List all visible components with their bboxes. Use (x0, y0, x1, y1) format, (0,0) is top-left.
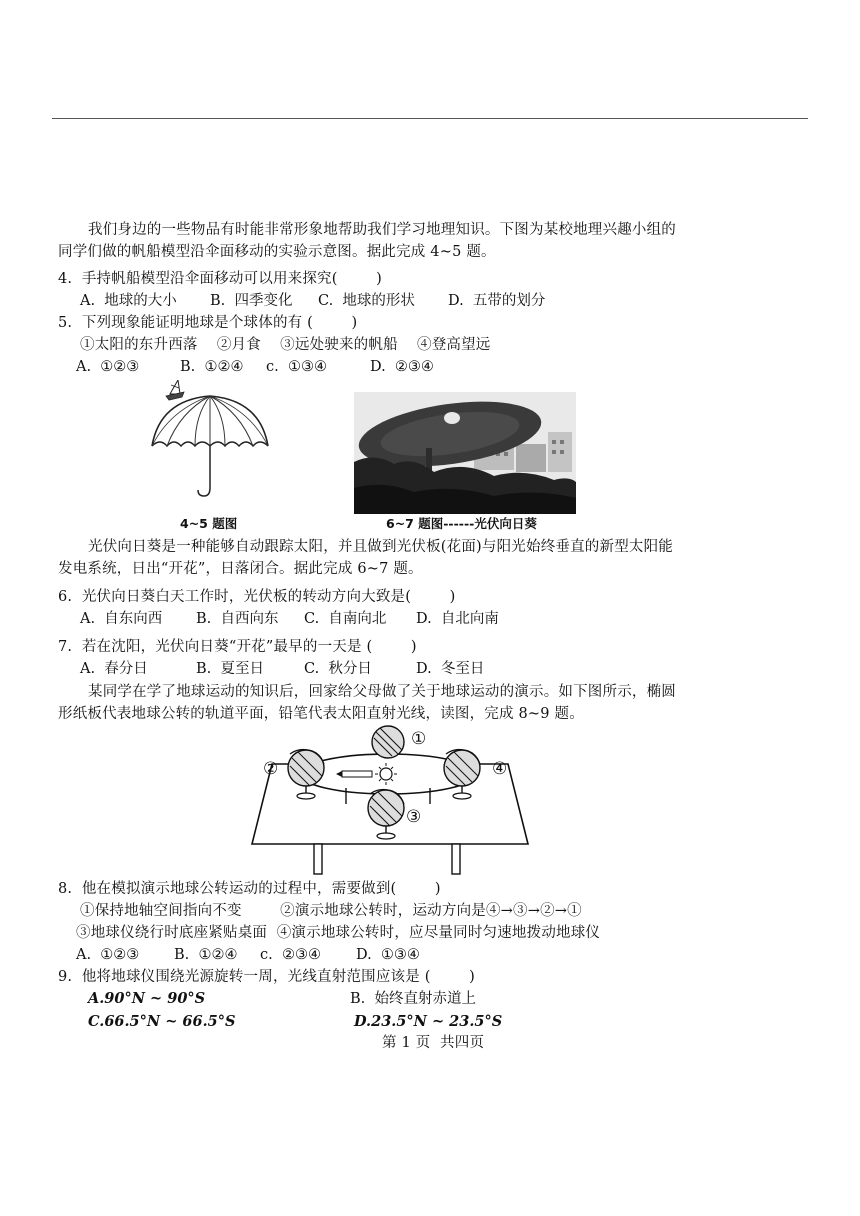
intro1-line2: 同学们做的帆船模型沿伞面移动的实验示意图。据此完成 4~5 题。 (58, 244, 496, 260)
diagram-label-2: ② (263, 759, 279, 779)
q6-stem: 6. 光伏向日葵白天工作时，光伏板的转动方向大致是( ) (58, 589, 456, 605)
q8-option-a: A. ①②③ (76, 947, 140, 963)
diagram-label-4: ④ (492, 759, 508, 779)
figure-caption-2: 6~7 题图------光伏向日葵 (386, 516, 537, 531)
intro3-line1: 某同学在学了地球运动的知识后，回家给父母做了关于地球运动的演示。如下图所示，椭圆 (88, 684, 676, 700)
q4-option-b: B. 四季变化 (210, 293, 293, 309)
q6-option-d: D. 自北向南 (416, 611, 499, 627)
earth-orbit-demo-diagram (250, 724, 530, 876)
q9-option-b: B. 始终直射赤道上 (350, 991, 476, 1007)
q9-option-a: A.90°N ~ 90°S (88, 990, 206, 1007)
q4-option-a: A. 地球的大小 (80, 293, 177, 309)
q8-stem: 8. 他在模拟演示地球公转运动的过程中，需要做到( ) (58, 881, 441, 897)
q7-stem: 7. 若在沈阳，光伏向日葵“开花”最早的一天是 ( ) (58, 639, 417, 655)
intro2-line1: 光伏向日葵是一种能够自动跟踪太阳，并且做到光伏板(花面)与阳光始终垂直的新型太阳能 (88, 539, 674, 555)
q8-item-line2: ③地球仪绕行时底座紧贴桌面 ④演示地球公转时，应尽量同时匀速地拨动地球仪 (76, 925, 601, 941)
q8-option-b: B. ①②④ (174, 947, 238, 963)
q5-stem: 5. 下列现象能证明地球是个球体的有 ( ) (58, 315, 358, 331)
intro3-line2: 形纸板代表地球公转的轨道平面，铅笔代表太阳直射光线，读图，完成 8~9 题。 (58, 706, 584, 722)
q8-option-d: D. ①③④ (356, 947, 420, 963)
q5-option-d: D. ②③④ (370, 359, 434, 375)
q6-option-b: B. 自西向东 (196, 611, 279, 627)
q6-option-a: A. 自东向西 (80, 611, 163, 627)
q9-option-d: D.23.5°N ~ 23.5°S (354, 1013, 503, 1030)
intro2-line2: 发电系统，日出“开花”，日落闭合。据此完成 6~7 题。 (58, 561, 423, 577)
q7-option-c: C. 秋分日 (304, 661, 372, 677)
umbrella-sailboat-figure (140, 380, 280, 515)
pv-sunflower-photo (354, 392, 576, 514)
q9-stem: 9. 他将地球仪围绕光源旋转一周，光线直射范围应该是 ( ) (58, 969, 475, 985)
q4-stem: 4. 手持帆船模型沿伞面移动可以用来探究( ) (58, 271, 382, 287)
q4-option-c: C. 地球的形状 (318, 293, 415, 309)
q7-option-d: D. 冬至日 (416, 661, 485, 677)
q4-option-d: D. 五带的划分 (448, 293, 546, 309)
q9-option-c: C.66.5°N ~ 66.5°S (88, 1013, 236, 1030)
q5-option-a: A. ①②③ (76, 359, 140, 375)
intro1-line1: 我们身边的一些物品有时能非常形象地帮助我们学习地理知识。下图为某校地理兴趣小组的 (88, 222, 676, 238)
q5-option-c: c. ①③④ (266, 359, 327, 375)
q5-option-b: B. ①②④ (180, 359, 244, 375)
figure-caption-1: 4~5 题图 (180, 516, 238, 531)
page-footer: 第 1 页 共四页 (382, 1035, 485, 1051)
diagram-label-1: ① (411, 729, 427, 749)
header-rule (52, 118, 808, 119)
q7-option-b: B. 夏至日 (196, 661, 264, 677)
q7-option-a: A. 春分日 (80, 661, 148, 677)
diagram-label-3: ③ (406, 807, 422, 827)
q5-items: ①太阳的东升西落 ②月食 ③远处驶来的帆船 ④登高望远 (80, 337, 491, 353)
q8-item-line1: ①保持地轴空间指向不变 ②演示地球公转时，运动方向是④→③→②→① (80, 903, 582, 919)
q6-option-c: C. 自南向北 (304, 611, 387, 627)
q8-option-c: c. ②③④ (260, 947, 321, 963)
